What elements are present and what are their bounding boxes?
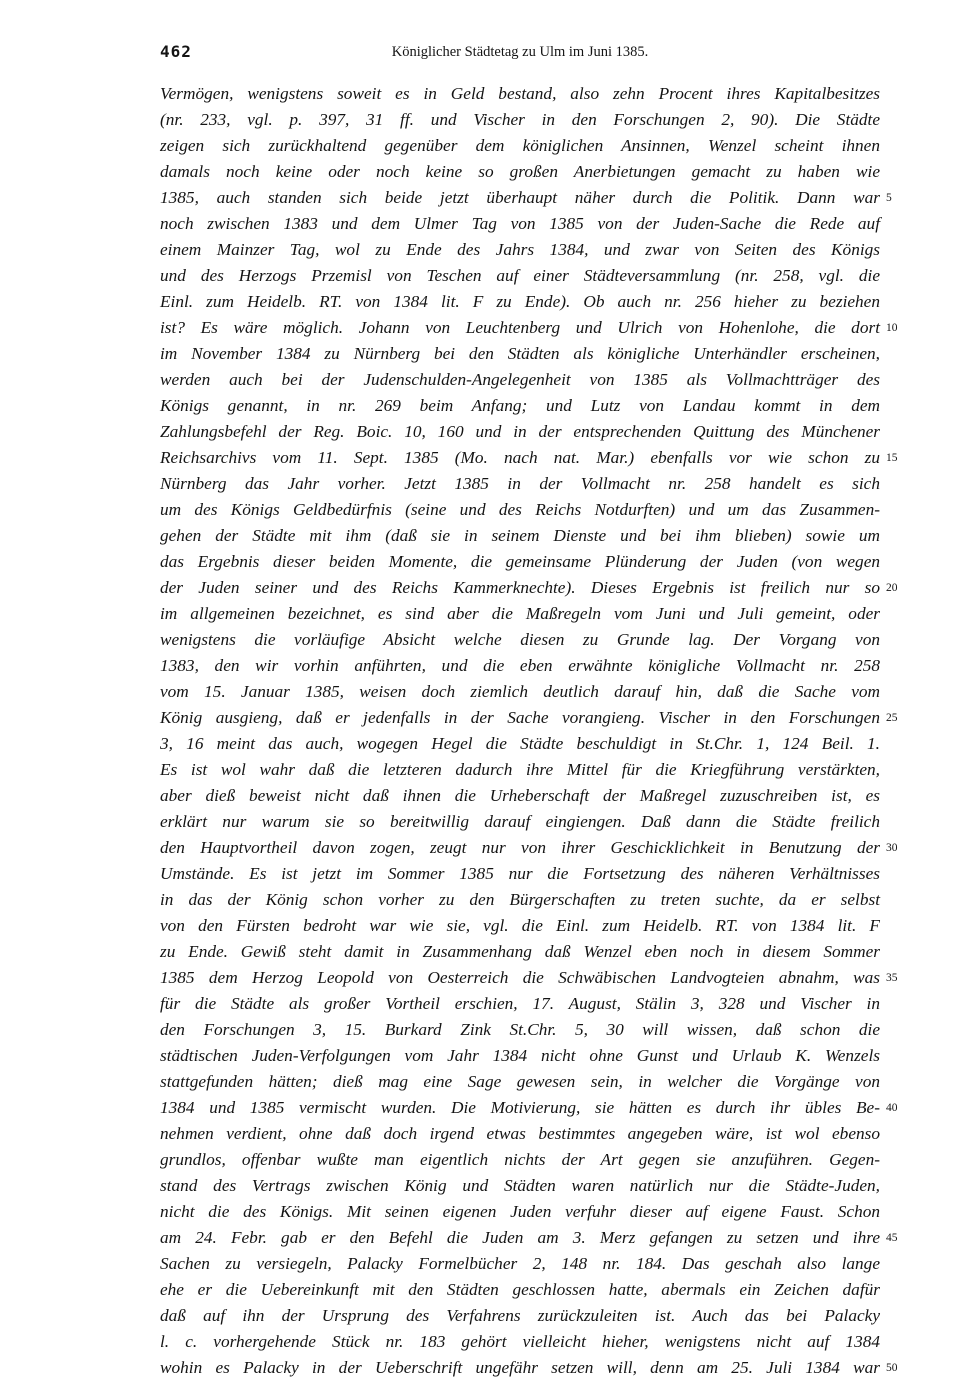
text-line: [160, 1017, 880, 1043]
body-text: [160, 81, 898, 1381]
line-text: Vermögen, wenigstens soweit es in Geld bestand, also zehn Procent ihres Kapitalbesitzes: [160, 84, 880, 103]
text-line: [160, 783, 880, 809]
text-line: [160, 731, 880, 757]
line-text: und des Herzogs Przemisl von Teschen auf einer Städteversammlung (nr. 258, vgl. die: [160, 266, 880, 285]
text-line: [160, 523, 880, 549]
line-text: nehmen verdient, ohne daß doch irgend etwas bestimmtes angegeben wäre, ist wol ebenso: [160, 1124, 880, 1143]
text-line: [160, 1199, 880, 1225]
line-text: den Hauptvortheil davon zogen, zeugt nur von ihrer Geschicklichkeit in Benutzung der: [160, 838, 880, 857]
text-line: [160, 263, 880, 289]
text-line: [160, 1251, 880, 1277]
text-line: [160, 757, 880, 783]
line-text: städtischen Juden-Verfolgungen vom Jahr 1384 nicht ohne Gunst und Urlaub K. Wenzels: [160, 1046, 880, 1065]
line-text: für die Städte als großer Vortheil erschien, 17. August, Stälin 3, 328 und Vischer in: [160, 994, 880, 1013]
line-text: stattgefunden hätten; dieß mag eine Sage gewesen sein, in welcher die Vorgänge von: [160, 1072, 880, 1091]
line-text: der Juden seiner und des Reichs Kammerknechte). Dieses Ergebnis ist freilich nur so: [160, 578, 880, 597]
line-number: 15: [886, 452, 898, 464]
line-text: am 24. Febr. gab er den Befehl die Juden am 3. Merz gefangen zu setzen und ihre: [160, 1228, 880, 1247]
line-text: König ausgieng, daß er jedenfalls in der Sache vorangieng. Vischer in den Forschungen: [160, 708, 880, 727]
text-line: [160, 1095, 898, 1121]
line-text: Königs genannt, in nr. 269 beim Anfang; und Lutz von Landau kommt in dem: [160, 396, 880, 415]
line-text: noch zwischen 1383 und dem Ulmer Tag von 1385 von der Juden-Sache die Rede auf: [160, 214, 880, 233]
line-text: in das der König schon vorher zu den Bürgerschaften zu treten suchte, da er selbst: [160, 890, 880, 909]
text-line: [160, 497, 880, 523]
text-line: [160, 1355, 898, 1381]
line-text: gehen der Städte mit ihm (daß sie in seinem Dienste und bei ihm blieben) sowie um: [160, 526, 880, 545]
text-line: [160, 1277, 880, 1303]
text-line: [160, 705, 898, 731]
line-text: Reichsarchivs vom 11. Sept. 1385 (Mo. nach nat. Mar.) ebenfalls vor wie schon zu: [160, 448, 880, 467]
line-number: 35: [886, 972, 898, 984]
text-line: [160, 133, 880, 159]
line-text: Zahlungsbefehl der Reg. Boic. 10, 160 und in der entsprechenden Quittung des Münchener: [160, 422, 880, 441]
line-text: wohin es Palacky in der Ueberschrift ungefähr setzen will, denn am 25. Juli 1384 war: [160, 1358, 880, 1377]
line-number: 45: [886, 1232, 898, 1244]
line-text: Nürnberg das Jahr vorher. Jetzt 1385 in der Vollmacht nr. 258 handelt es sich: [160, 474, 880, 493]
line-number: 30: [886, 842, 898, 854]
line-text: l. c. vorhergehende Stück nr. 183 gehört vielleicht hieher, wenigstens nicht auf 1384: [160, 1332, 880, 1351]
line-text: 1383, den wir vorhin anführten, und die eben erwähnte königliche Vollmacht nr. 258: [160, 656, 880, 675]
text-line: [160, 679, 880, 705]
text-line: [160, 237, 880, 263]
text-line: [160, 1303, 880, 1329]
line-text: zeigen sich zurückhaltend gegenüber dem königlichen Ansinnen, Wenzel scheint ihnen: [160, 136, 880, 155]
text-line: [160, 835, 898, 861]
line-text: ehe er die Uebereinkunft mit den Städten geschlossen hatte, abermals ein Zeichen dafür: [160, 1280, 880, 1299]
text-line: [160, 1147, 880, 1173]
line-text: 1384 und 1385 vermischt wurden. Die Motivierung, sie hätten es durch ihr übles Be-: [160, 1098, 880, 1117]
line-number: 10: [886, 322, 898, 334]
line-text: Es ist wol wahr daß die letzteren dadurch ihre Mittel für die Kriegführung verstärkten,: [160, 760, 880, 779]
text-line: [160, 627, 880, 653]
line-number: 20: [886, 582, 898, 594]
text-line: [160, 211, 880, 237]
text-line: [160, 445, 898, 471]
text-line: [160, 81, 880, 107]
text-line: [160, 289, 880, 315]
text-line: [160, 887, 880, 913]
line-text: vom 15. Januar 1385, weisen doch ziemlich deutlich darauf hin, daß die Sache vom: [160, 682, 880, 701]
line-number: 40: [886, 1102, 898, 1114]
text-line: [160, 939, 880, 965]
text-line: [160, 419, 880, 445]
line-text: wenigstens die vorläufige Absicht welche diesen zu Grunde lag. Der Vorgang von: [160, 630, 880, 649]
text-line: [160, 991, 880, 1017]
text-line: [160, 1173, 880, 1199]
page-header: [160, 40, 880, 64]
line-text: aber dieß beweist nicht daß ihnen die Urheberschaft der Maßregel zuzuschreiben ist, es: [160, 786, 880, 805]
text-line: [160, 653, 880, 679]
line-text: im November 1384 zu Nürnberg bei den Städten als königliche Unterhändler erscheinen,: [160, 344, 880, 363]
line-text: 1385 dem Herzog Leopold von Oesterreich die Schwäbischen Landvogteien abnahm, was: [160, 968, 880, 987]
line-text: einem Mainzer Tag, wol zu Ende des Jahrs 1384, und zwar von Seiten des Königs: [160, 240, 880, 259]
text-line: [160, 107, 880, 133]
line-text: Umstände. Es ist jetzt im Sommer 1385 nur die Fortsetzung des näheren Verhältnisses: [160, 864, 880, 883]
line-text: Sachen zu versiegeln, Palacky Formelbücher 2, 148 nr. 184. Das geschah also lange: [160, 1254, 880, 1273]
text-line: [160, 1069, 880, 1095]
line-text: damals noch keine oder noch keine so großen Anerbietungen gemacht zu haben wie: [160, 162, 880, 181]
line-number: 5: [886, 192, 892, 204]
text-line: [160, 393, 880, 419]
text-line: [160, 1043, 880, 1069]
line-text: ist? Es wäre möglich. Johann von Leuchtenberg und Ulrich von Hohenlohe, die dort: [160, 318, 880, 337]
line-text: den Forschungen 3, 15. Burkard Zink St.Chr. 5, 30 will wissen, daß schon die: [160, 1020, 880, 1039]
text-line: [160, 185, 892, 211]
line-text: (nr. 233, vgl. p. 397, 31 ff. und Vischer in den Forschungen 2, 90). Die Städte: [160, 110, 880, 129]
text-line: [160, 575, 898, 601]
line-number: 50: [886, 1362, 898, 1374]
text-line: [160, 913, 880, 939]
text-line: [160, 341, 880, 367]
text-line: [160, 601, 880, 627]
line-text: werden auch bei der Judenschulden-Angelegenheit von 1385 als Vollmachtträger des: [160, 370, 880, 389]
text-line: [160, 1121, 880, 1147]
line-text: Einl. zum Heidelb. RT. von 1384 lit. F zu Ende). Ob auch nr. 256 hieher zu beziehen: [160, 292, 880, 311]
text-line: [160, 965, 898, 991]
text-line: [160, 367, 880, 393]
running-head: Königlicher Städtetag zu Ulm im Juni 1385.: [391, 44, 649, 60]
line-text: daß auf ihn der Ursprung des Verfahrens zurückzuleiten ist. Auch das bei Palacky: [160, 1306, 880, 1325]
text-line: [160, 861, 880, 887]
text-line: [160, 315, 898, 341]
line-text: im allgemeinen bezeichnet, es sind aber die Maßregeln vom Juni und Juli gemeint, oder: [160, 604, 880, 623]
text-line: [160, 1225, 898, 1251]
line-text: stand des Vertrags zwischen König und Städten waren natürlich nur die Städte-Juden,: [160, 1176, 880, 1195]
line-number: 25: [886, 712, 898, 724]
line-text: um des Königs Geldbedürfnis (seine und des Reichs Notdurften) und um das Zusammen-: [160, 500, 880, 519]
line-text: grundlos, offenbar wußte man eigentlich nichts der Art gegen sie anzuführen. Gegen-: [160, 1150, 880, 1169]
line-text: von den Fürsten bedroht war wie sie, vgl. die Einl. zum Heidelb. RT. von 1384 lit. F: [160, 916, 880, 935]
text-line: [160, 1329, 880, 1355]
text-line: [160, 159, 880, 185]
page-number: 462: [160, 42, 192, 61]
line-text: 1385, auch standen sich beide jetzt überhaupt näher durch die Politik. Dann war: [160, 188, 880, 207]
line-text: erklärt nur warum sie so bereitwillig darauf eingiengen. Daß dann die Städte freilich: [160, 812, 880, 831]
text-line: [160, 809, 880, 835]
text-line: [160, 549, 880, 575]
line-text: nicht die des Königs. Mit seinen eigenen Juden verfuhr dieser auf eigene Faust. Schon: [160, 1202, 880, 1221]
line-text: das Ergebnis dieser beiden Momente, die gemeinsame Plünderung der Juden (von wegen: [160, 552, 880, 571]
line-text: 3, 16 meint das auch, wogegen Hegel die Städte beschuldigt in St.Chr. 1, 124 Beil. 1.: [160, 734, 880, 753]
line-text: zu Ende. Gewiß steht damit in Zusammenhang daß Wenzel eben noch in diesem Sommer: [160, 942, 880, 961]
text-line: [160, 471, 880, 497]
